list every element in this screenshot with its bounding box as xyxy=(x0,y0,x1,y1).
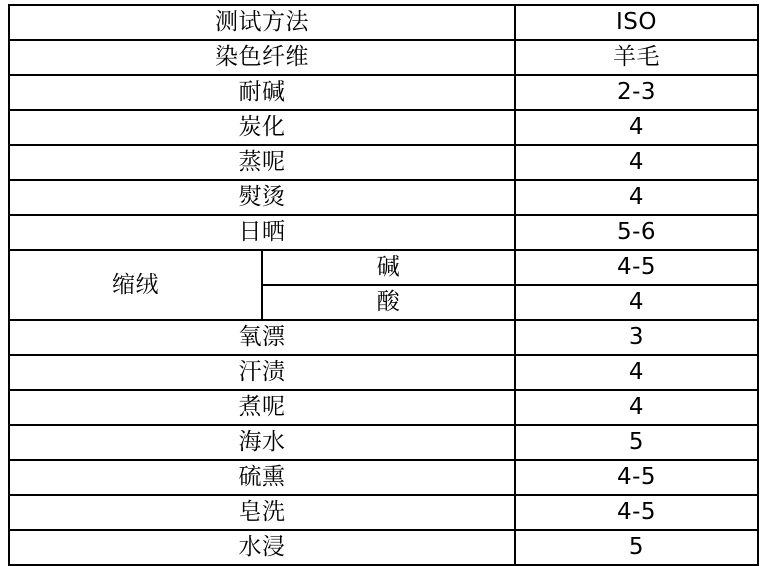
row-value: 4 xyxy=(515,110,758,145)
row-value: 4-5 xyxy=(515,495,758,530)
row-label: 煮呢 xyxy=(9,390,515,425)
table-row xyxy=(9,145,758,180)
table-header-row xyxy=(9,5,758,40)
table-row xyxy=(9,390,758,425)
table-row xyxy=(9,180,758,215)
subheader-fiber-cell: 染色纤维 xyxy=(9,40,515,75)
table-row xyxy=(9,355,758,390)
header-standard-cell: ISO xyxy=(515,5,758,40)
row-label: 硫熏 xyxy=(9,460,515,495)
row-value: 4-5 xyxy=(515,460,758,495)
table-row xyxy=(9,215,758,250)
row-value: 5 xyxy=(515,530,758,565)
row-label: 炭化 xyxy=(9,110,515,145)
group-sub-label: 碱 xyxy=(262,250,515,285)
group-sub-value: 4 xyxy=(515,285,758,320)
row-label: 蒸呢 xyxy=(9,145,515,180)
table-row xyxy=(9,460,758,495)
table-subheader-row xyxy=(9,40,758,75)
row-value: 5-6 xyxy=(515,215,758,250)
row-value: 2-3 xyxy=(515,75,758,110)
table-group-row xyxy=(9,250,758,285)
table-row xyxy=(9,320,758,355)
row-label: 熨烫 xyxy=(9,180,515,215)
row-label: 皂洗 xyxy=(9,495,515,530)
row-label: 水浸 xyxy=(9,530,515,565)
group-sub-value: 4-5 xyxy=(515,250,758,285)
row-value: 5 xyxy=(515,425,758,460)
subheader-fiber-value: 羊毛 xyxy=(515,40,758,75)
row-label: 氧漂 xyxy=(9,320,515,355)
row-label: 汗渍 xyxy=(9,355,515,390)
row-label: 海水 xyxy=(9,425,515,460)
table-row xyxy=(9,110,758,145)
row-value: 3 xyxy=(515,320,758,355)
row-label: 日晒 xyxy=(9,215,515,250)
document-page xyxy=(0,4,767,561)
header-method-cell: 测试方法 xyxy=(9,5,515,40)
row-value: 4 xyxy=(515,180,758,215)
group-label: 缩绒 xyxy=(9,250,262,320)
table-row xyxy=(9,75,758,110)
table-row xyxy=(9,425,758,460)
row-value: 4 xyxy=(515,390,758,425)
row-label: 耐碱 xyxy=(9,75,515,110)
row-value: 4 xyxy=(515,145,758,180)
colorfastness-table xyxy=(8,4,759,566)
table-row xyxy=(9,530,758,565)
row-value: 4 xyxy=(515,355,758,390)
table-row xyxy=(9,495,758,530)
group-sub-label: 酸 xyxy=(262,285,515,320)
